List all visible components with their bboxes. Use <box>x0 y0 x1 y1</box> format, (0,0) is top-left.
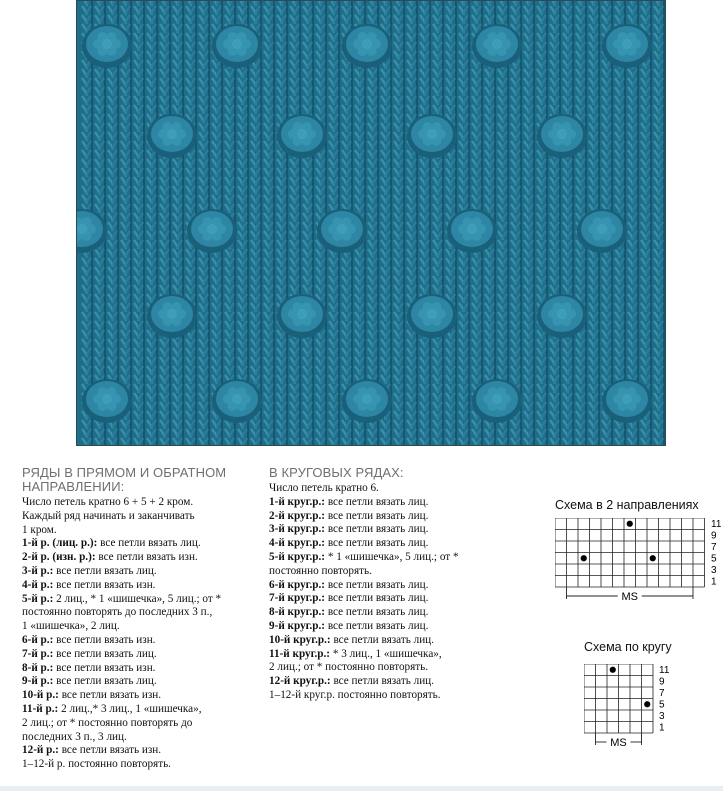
flat-intro-2: Каждый ряд начинать и заканчивать <box>22 509 195 522</box>
round-row <box>269 675 509 689</box>
round-row <box>269 551 509 565</box>
round-row-text: все петли вязать лиц. <box>325 537 429 550</box>
chart-flat-grid <box>555 518 723 610</box>
flat-row <box>22 551 260 565</box>
chart_round-row-label: 3 <box>659 710 665 722</box>
chart_round-row-label: 5 <box>659 699 665 711</box>
flat-row-text: все петли вязать лиц. <box>53 564 157 577</box>
flat-row <box>22 648 260 662</box>
flat-row <box>22 744 260 758</box>
flat-row-label: 5-й р.: <box>22 592 54 605</box>
flat-row <box>22 758 260 772</box>
bobble-symbol-icon <box>627 521 633 527</box>
round-row-label: 7-й круг.р.: <box>269 592 326 605</box>
flat-row-text: последних 3 п., 3 лиц. <box>22 730 127 743</box>
flat-row-label: 8-й р.: <box>22 661 54 674</box>
flat-row <box>22 606 260 620</box>
round-row-label: 2-й круг.р.: <box>269 509 326 522</box>
flat-row-text: все петли вязать лиц. <box>53 647 157 660</box>
round-row <box>269 510 509 524</box>
round-row <box>269 579 509 593</box>
bobble-symbol-icon <box>581 555 587 561</box>
round-row-label: 4-й круг.р.: <box>269 537 326 550</box>
flat-row-text: все петли вязать изн. <box>53 661 156 674</box>
flat-row <box>22 662 260 676</box>
flat-row <box>22 703 260 717</box>
bottom-rule <box>0 786 723 791</box>
round-body <box>269 482 509 703</box>
flat-row <box>22 731 260 745</box>
flat-row-text: 1–12-й р. постоянно повторять. <box>22 758 171 771</box>
flat-row <box>22 717 260 731</box>
flat-row <box>22 675 260 689</box>
round-rows-instructions <box>269 466 509 703</box>
flat-row <box>22 689 260 703</box>
bobble-symbol-icon <box>650 555 656 561</box>
bobble-symbol-icon <box>610 667 616 673</box>
chart_flat-row-label: 9 <box>711 530 717 542</box>
round-row-text: все петли вязать лиц. <box>325 592 429 605</box>
flat-row-text: все петли вязать лиц. <box>97 537 201 550</box>
flat-row-text: все петли вязать изн. <box>53 578 156 591</box>
flat-row-label: 3-й р.: <box>22 564 54 577</box>
flat-row-text: все петли вязать изн. <box>58 744 162 757</box>
chart-flat <box>555 498 723 610</box>
round-row-text: все петли вязать лиц. <box>330 633 434 646</box>
flat-row <box>22 565 260 579</box>
round-row-text: все петли вязать лиц. <box>325 523 429 536</box>
flat-row <box>22 537 260 551</box>
round-heading-text: В КРУГОВЫХ РЯДАХ: <box>269 465 404 480</box>
chart_round-row-label: 9 <box>659 676 665 688</box>
chart_flat-row-label: 7 <box>711 541 717 553</box>
chart-round-title: Схема по кругу <box>584 640 672 654</box>
flat-row-label: 1-й р. (лиц. р.): <box>22 537 98 550</box>
flat-row <box>22 579 260 593</box>
round-row-text: все петли вязать лиц. <box>325 495 429 508</box>
round-row-text: все петли вязать лиц. <box>325 619 429 632</box>
round-row-text: все петли вязать лиц. <box>325 578 429 591</box>
round-row <box>269 537 509 551</box>
flat-row-label: 7-й р.: <box>22 647 54 660</box>
round-row-label: 11-й круг.р.: <box>269 647 331 660</box>
round-row-label: 10-й круг.р.: <box>269 633 331 646</box>
round-row-label: 3-й круг.р.: <box>269 523 326 536</box>
knit-texture-image <box>77 1 665 445</box>
round-row-label: 8-й круг.р.: <box>269 606 326 619</box>
chart_round-repeat-label: MS <box>610 737 627 749</box>
chart-round-grid <box>584 664 723 756</box>
round-row-text: все петли вязать лиц. <box>330 675 434 688</box>
flat-row-text: все петли вязать лиц. <box>53 675 157 688</box>
flat-row-label: 10-й р.: <box>22 689 59 702</box>
round-row <box>269 634 509 648</box>
flat-body <box>22 496 260 772</box>
chart_flat-grid-lines <box>555 518 705 587</box>
round-row <box>269 523 509 537</box>
chart-round <box>584 640 723 755</box>
flat-row-text: все петли вязать изн. <box>95 551 198 564</box>
chart_flat-row-label: 3 <box>711 564 717 576</box>
round-row-text: все петли вязать лиц. <box>325 509 429 522</box>
round-intro: Число петель кратно 6. <box>269 482 379 494</box>
chart_flat-row-label: 1 <box>711 576 717 588</box>
flat-row-label: 12-й р.: <box>22 744 59 757</box>
flat-row-label: 2-й р. (изн. р.): <box>22 551 96 564</box>
round-row <box>269 606 509 620</box>
round-row-text: 1–12-й круг.р. постоянно повторять. <box>269 688 441 701</box>
round-heading <box>269 466 509 480</box>
flat-row <box>22 593 260 607</box>
round-row <box>269 620 509 634</box>
bobble-symbol-icon <box>644 701 650 707</box>
round-row <box>269 592 509 606</box>
round-row <box>269 648 509 662</box>
flat-row-label: 11-й р.: <box>22 702 59 715</box>
chart_round-grid-lines <box>584 664 653 733</box>
flat-heading <box>22 466 260 494</box>
flat-row-label: 4-й р.: <box>22 578 54 591</box>
round-row-text: 2 лиц.; от * постоянно повторять. <box>269 661 429 674</box>
flat-intro-3: 1 кром. <box>22 523 57 536</box>
round-row-label: 6-й круг.р.: <box>269 578 326 591</box>
chart_round-row-label: 11 <box>659 664 670 676</box>
flat-row-text: 2 лиц.; от * постоянно повторять до <box>22 716 193 729</box>
flat-row-label: 9-й р.: <box>22 675 54 688</box>
flat-row-text: все петли вязать изн. <box>58 689 162 702</box>
round-row-label: 5-й круг.р.: <box>269 550 326 563</box>
round-row <box>269 661 509 675</box>
flat-row <box>22 634 260 648</box>
flat-heading-line2: НАПРАВЛЕНИИ: <box>22 479 125 494</box>
round-row-label: 12-й круг.р.: <box>269 675 331 688</box>
round-row-text: постоянно повторять. <box>269 564 372 577</box>
flat-heading-line1: РЯДЫ В ПРЯМОМ И ОБРАТНОМ <box>22 465 227 480</box>
round-row <box>269 496 509 510</box>
chart_flat-repeat-label: MS <box>621 591 638 603</box>
chart-flat-title: Схема в 2 направлениях <box>555 498 699 512</box>
flat-row-text: 2 лиц., * 1 «шишечка», 5 лиц.; от * <box>53 592 222 605</box>
chart_round-row-label: 7 <box>659 687 665 699</box>
flat-row <box>22 620 260 634</box>
round-row-label: 9-й круг.р.: <box>269 619 326 632</box>
flat-row-text: 2 лиц.,* 3 лиц., 1 «шишечка», <box>58 702 202 715</box>
round-row-text: * 1 «шишечка», 5 лиц.; от * <box>325 550 459 563</box>
round-row-text: все петли вязать лиц. <box>325 606 429 619</box>
flat-intro-1: Число петель кратно 6 + 5 + 2 кром. <box>22 496 194 508</box>
round-row-text: * 3 лиц., 1 «шишечка», <box>330 647 442 660</box>
flat-row-label: 6-й р.: <box>22 633 54 646</box>
flat-row-text: постоянно повторять до последних 3 п., <box>22 606 213 619</box>
round-row-label: 1-й круг.р.: <box>269 495 326 508</box>
chart_flat-row-label: 5 <box>711 553 717 565</box>
flat-row-text: 1 «шишечка», 2 лиц. <box>22 620 120 633</box>
round-row <box>269 565 509 579</box>
chart_round-row-label: 1 <box>659 722 665 734</box>
flat-row-text: все петли вязать изн. <box>53 633 156 646</box>
knitting-photo <box>76 0 666 446</box>
chart_flat-row-label: 11 <box>711 518 722 530</box>
round-row <box>269 689 509 703</box>
flat-rows-instructions <box>22 466 260 772</box>
